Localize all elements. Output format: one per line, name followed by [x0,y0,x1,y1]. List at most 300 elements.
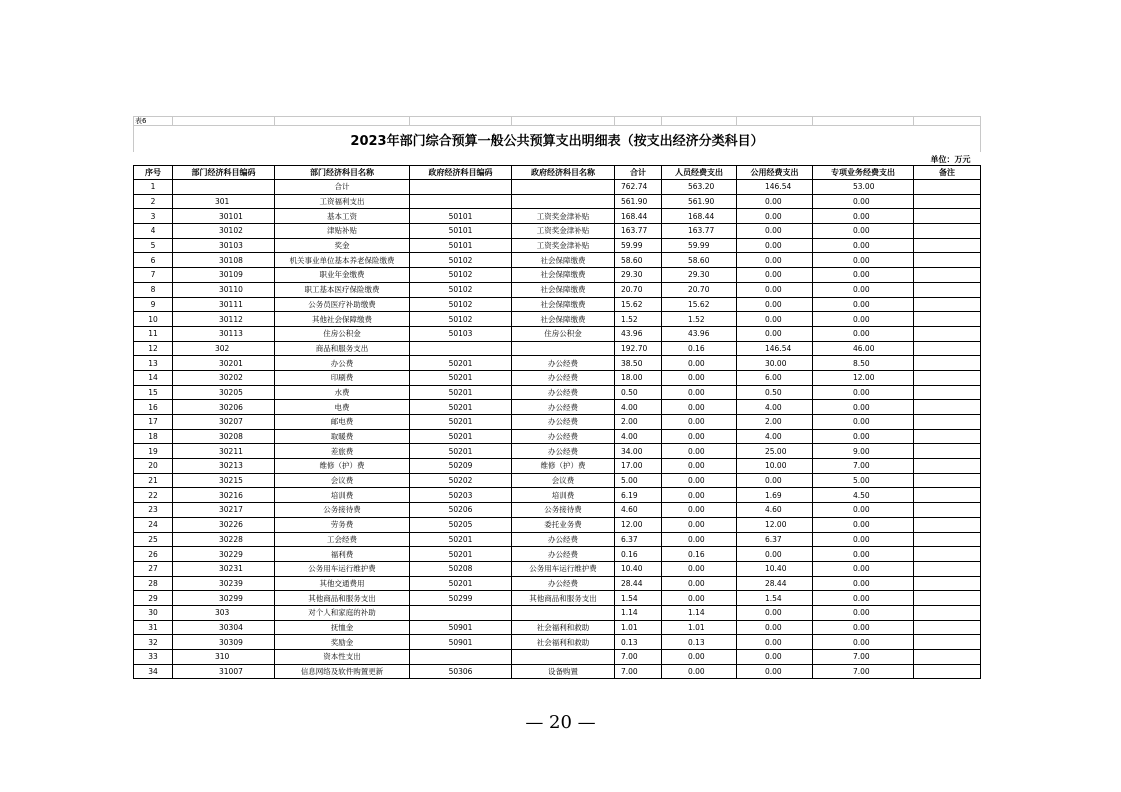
table-row [134,224,981,239]
table-cell: 146.54 [737,341,813,356]
table-cell: 劳务费 [275,517,410,532]
table-cell: 0.00 [813,194,914,209]
table-cell: 0.00 [737,620,813,635]
header-cell: 序号 [134,166,173,180]
table-cell [914,282,981,297]
table-cell: 12.00 [813,370,914,385]
table-cell: 50306 [410,664,512,679]
table-cell: 0.00 [662,591,737,606]
table-cell: 公务用车运行维护费 [512,561,615,576]
table-cell: 0.00 [813,429,914,444]
table-cell: 津贴补贴 [275,224,410,239]
table-cell: 0.00 [737,312,813,327]
table-cell: 社会福利和救助 [512,635,615,650]
table-cell: 0.13 [615,635,662,650]
table-cell: 1.54 [737,591,813,606]
table-cell: 0.13 [662,635,737,650]
table-row [134,620,981,635]
table-cell: 办公经费 [512,576,615,591]
table-cell: 22 [134,488,173,503]
table-cell [914,268,981,283]
table-cell: 26 [134,547,173,562]
table-cell: 27 [134,561,173,576]
table-cell: 31 [134,620,173,635]
table-cell: 1.52 [662,312,737,327]
table-cell: 59.99 [662,238,737,253]
table-cell [512,341,615,356]
table-row [134,180,981,195]
table-cell: 50209 [410,459,512,474]
header-row [134,166,981,180]
table-label-row [134,117,981,126]
table-cell: 0.16 [662,547,737,562]
table-cell: 20.70 [662,282,737,297]
table-cell: 168.44 [615,209,662,224]
table-row [134,297,981,312]
table-row [134,253,981,268]
table-cell: 0.00 [662,459,737,474]
table-cell: 30101 [173,209,275,224]
table-cell: 1.14 [615,605,662,620]
table-cell: 59.99 [615,238,662,253]
table-cell: 维修（护）费 [275,459,410,474]
table-cell: 工会经费 [275,532,410,547]
table-cell: 7.00 [813,664,914,679]
table-cell: 30239 [173,576,275,591]
table-cell [173,180,275,195]
table-cell: 34 [134,664,173,679]
table-cell: 30112 [173,312,275,327]
table-cell: 社会保障缴费 [512,253,615,268]
table-cell [410,180,512,195]
table-cell: 0.00 [662,385,737,400]
table-cell [914,503,981,518]
table-cell: 信息网络及软件购置更新 [275,664,410,679]
table-cell: 301 [173,194,275,209]
table-cell: 146.54 [737,180,813,195]
table-cell: 50201 [410,444,512,459]
table-label: 表6 [134,117,173,126]
table-cell: 1.14 [662,605,737,620]
table-cell: 28.44 [615,576,662,591]
table-cell: 50901 [410,635,512,650]
table-cell: 职工基本医疗保险缴费 [275,282,410,297]
table-cell: 30213 [173,459,275,474]
table-row [134,605,981,620]
table-cell [914,576,981,591]
table-cell: 7 [134,268,173,283]
table-row [134,341,981,356]
page-number: — 20 — [525,712,596,733]
table-cell: 16 [134,400,173,415]
table-cell: 563.20 [662,180,737,195]
table-cell: 30206 [173,400,275,415]
table-cell: 公务接待费 [512,503,615,518]
table-cell: 50102 [410,282,512,297]
table-cell: 6 [134,253,173,268]
table-cell: 7.00 [615,664,662,679]
table-cell: 24 [134,517,173,532]
table-cell: 19 [134,444,173,459]
table-cell [914,620,981,635]
table-cell [914,488,981,503]
table-cell: 0.00 [737,473,813,488]
table-cell: 0.00 [813,517,914,532]
table-row [134,488,981,503]
table-cell: 50102 [410,297,512,312]
table-cell: 50201 [410,429,512,444]
table-cell: 社会保障缴费 [512,282,615,297]
table-cell: 电费 [275,400,410,415]
table-cell: 职业年金缴费 [275,268,410,283]
table-cell: 0.00 [813,620,914,635]
table-cell [914,650,981,665]
table-cell [512,180,615,195]
table-cell: 办公经费 [512,547,615,562]
header-cell: 备注 [914,166,981,180]
table-cell: 其他社会保障缴费 [275,312,410,327]
table-cell: 0.00 [813,635,914,650]
table-cell: 0.00 [737,547,813,562]
table-row [134,238,981,253]
table-cell: 设备购置 [512,664,615,679]
table-row [134,385,981,400]
table-cell: 0.00 [662,561,737,576]
table-cell: 20 [134,459,173,474]
unit-row [134,152,981,166]
table-cell: 5.00 [813,473,914,488]
table-cell: 50102 [410,312,512,327]
table-cell: 0.00 [813,605,914,620]
table-cell [914,370,981,385]
budget-sheet [133,116,980,679]
table-cell: 社会保障缴费 [512,297,615,312]
table-cell: 50201 [410,415,512,430]
table-cell: 机关事业单位基本养老保险缴费 [275,253,410,268]
table-cell: 310 [173,650,275,665]
table-cell [410,194,512,209]
table-cell: 50299 [410,591,512,606]
table-cell: 维修（护）费 [512,459,615,474]
table-row [134,194,981,209]
table-cell: 会议费 [275,473,410,488]
table-cell: 住房公积金 [275,326,410,341]
page-title: 2023年部门综合预算一般公共预算支出明细表（按支出经济分类科目） [134,126,981,153]
table-cell: 50201 [410,356,512,371]
header-cell: 合计 [615,166,662,180]
table-row [134,312,981,327]
table-cell: 29.30 [662,268,737,283]
table-cell: 762.74 [615,180,662,195]
table-cell [914,517,981,532]
table-cell: 0.00 [662,370,737,385]
table-cell: 46.00 [813,341,914,356]
table-cell: 6.37 [737,532,813,547]
table-cell: 0.00 [737,635,813,650]
table-cell: 30.00 [737,356,813,371]
table-row [134,503,981,518]
header-cell: 公用经费支出 [737,166,813,180]
table-cell: 30216 [173,488,275,503]
table-cell: 29 [134,591,173,606]
table-cell: 2 [134,194,173,209]
table-cell: 0.00 [662,517,737,532]
table-cell: 38.50 [615,356,662,371]
table-cell: 0.00 [813,400,914,415]
table-row [134,547,981,562]
table-cell: 30226 [173,517,275,532]
header-cell: 专项业务经费支出 [813,166,914,180]
table-row [134,268,981,283]
table-row [134,473,981,488]
table-cell: 0.50 [615,385,662,400]
table-cell: 34.00 [615,444,662,459]
table-cell [914,429,981,444]
table-cell: 奖金 [275,238,410,253]
table-cell: 50203 [410,488,512,503]
table-cell: 29.30 [615,268,662,283]
table-cell: 0.00 [737,268,813,283]
table-cell: 7.00 [813,650,914,665]
table-cell: 4.60 [615,503,662,518]
table-cell: 0.00 [737,664,813,679]
table-cell: 30205 [173,385,275,400]
table-cell: 办公经费 [512,415,615,430]
table-cell: 15.62 [662,297,737,312]
table-cell: 168.44 [662,209,737,224]
table-cell: 30113 [173,326,275,341]
table-row [134,326,981,341]
table-cell: 水费 [275,385,410,400]
table-cell [914,385,981,400]
title-row [134,126,981,153]
table-cell: 2.00 [737,415,813,430]
table-row [134,517,981,532]
table-cell: 0.00 [813,591,914,606]
table-cell: 561.90 [662,194,737,209]
table-cell: 基本工资 [275,209,410,224]
table-cell: 10 [134,312,173,327]
table-cell [914,253,981,268]
header-cell: 部门经济科目编码 [173,166,275,180]
table-cell: 8.50 [813,356,914,371]
table-cell: 0.16 [615,547,662,562]
table-cell [914,180,981,195]
table-cell: 差旅费 [275,444,410,459]
table-cell: 15.62 [615,297,662,312]
table-cell: 1.01 [615,620,662,635]
table-cell: 50201 [410,547,512,562]
table-cell: 20.70 [615,282,662,297]
table-cell: 0.00 [737,326,813,341]
table-cell: 公务员医疗补助缴费 [275,297,410,312]
table-cell: 抚恤金 [275,620,410,635]
table-cell: 0.00 [662,444,737,459]
table-cell: 办公经费 [512,356,615,371]
table-cell: 30304 [173,620,275,635]
table-cell [512,650,615,665]
table-cell [914,459,981,474]
table-cell: 工资奖金津补贴 [512,209,615,224]
table-cell: 0.00 [813,547,914,562]
budget-table [133,116,981,679]
table-cell: 3 [134,209,173,224]
table-cell: 31007 [173,664,275,679]
table-cell: 0.00 [662,356,737,371]
table-row [134,650,981,665]
table-cell: 50101 [410,238,512,253]
table-cell: 会议费 [512,473,615,488]
table-cell [914,356,981,371]
table-cell: 合计 [275,180,410,195]
table-cell [914,605,981,620]
table-cell [914,635,981,650]
table-row [134,282,981,297]
table-cell: 30217 [173,503,275,518]
table-cell [512,194,615,209]
table-cell: 43.96 [615,326,662,341]
table-cell: 50205 [410,517,512,532]
table-cell: 0.00 [737,297,813,312]
table-cell: 17.00 [615,459,662,474]
table-cell: 办公经费 [512,400,615,415]
table-cell: 12 [134,341,173,356]
table-cell: 0.00 [737,194,813,209]
table-cell: 6.37 [615,532,662,547]
table-cell: 0.00 [813,532,914,547]
unit-label: 单位：万元 [930,155,971,164]
header-cell: 人员经费支出 [662,166,737,180]
table-cell: 印刷费 [275,370,410,385]
table-cell: 43.96 [662,326,737,341]
table-cell: 公务用车运行维护费 [275,561,410,576]
table-cell [914,297,981,312]
table-row [134,209,981,224]
table-cell: 0.00 [813,561,914,576]
table-cell: 商品和服务支出 [275,341,410,356]
table-cell [914,238,981,253]
table-cell: 50102 [410,268,512,283]
table-cell: 50202 [410,473,512,488]
table-cell: 0.00 [662,473,737,488]
table-cell: 1.69 [737,488,813,503]
table-row [134,561,981,576]
table-cell: 0.00 [813,253,914,268]
table-cell: 50101 [410,224,512,239]
table-cell: 5.00 [615,473,662,488]
table-cell: 50102 [410,253,512,268]
table-cell: 0.50 [737,385,813,400]
table-cell: 其他商品和服务支出 [275,591,410,606]
table-cell: 0.00 [813,576,914,591]
table-cell: 4 [134,224,173,239]
table-cell: 50103 [410,326,512,341]
table-cell [914,312,981,327]
table-cell: 15 [134,385,173,400]
table-cell [512,605,615,620]
table-cell: 23 [134,503,173,518]
table-cell [410,341,512,356]
table-cell: 30211 [173,444,275,459]
table-cell: 0.00 [662,400,737,415]
table-cell: 0.00 [737,209,813,224]
table-cell: 1.01 [662,620,737,635]
table-cell: 6.00 [737,370,813,385]
table-cell: 30231 [173,561,275,576]
table-cell: 58.60 [662,253,737,268]
table-cell: 17 [134,415,173,430]
table-cell: 资本性支出 [275,650,410,665]
table-cell: 1.52 [615,312,662,327]
table-body [134,180,981,679]
table-row [134,591,981,606]
table-cell: 50901 [410,620,512,635]
table-cell: 9 [134,297,173,312]
table-cell: 0.00 [737,224,813,239]
table-cell: 50208 [410,561,512,576]
table-cell: 社会保障缴费 [512,312,615,327]
table-cell: 对个人和家庭的补助 [275,605,410,620]
table-cell: 0.00 [662,429,737,444]
table-cell: 0.00 [737,605,813,620]
table-cell: 30 [134,605,173,620]
table-cell: 30229 [173,547,275,562]
table-cell: 工资奖金津补贴 [512,224,615,239]
table-cell: 其他商品和服务支出 [512,591,615,606]
table-cell: 30299 [173,591,275,606]
table-cell: 163.77 [615,224,662,239]
table-cell [914,591,981,606]
table-cell: 302 [173,341,275,356]
table-cell [410,605,512,620]
table-cell: 10.40 [615,561,662,576]
table-cell: 163.77 [662,224,737,239]
table-row [134,576,981,591]
table-row [134,635,981,650]
table-cell: 办公经费 [512,370,615,385]
table-cell: 30102 [173,224,275,239]
table-cell: 12.00 [737,517,813,532]
table-cell: 住房公积金 [512,326,615,341]
table-cell: 奖励金 [275,635,410,650]
table-cell: 培训费 [275,488,410,503]
table-cell: 办公经费 [512,532,615,547]
table-cell: 0.00 [813,282,914,297]
table-cell: 30207 [173,415,275,430]
table-cell: 50201 [410,400,512,415]
table-cell: 30111 [173,297,275,312]
table-cell: 50201 [410,532,512,547]
table-row [134,356,981,371]
table-row [134,664,981,679]
table-cell: 4.00 [615,400,662,415]
table-cell: 58.60 [615,253,662,268]
table-cell: 0.00 [813,238,914,253]
table-cell: 30208 [173,429,275,444]
table-cell [914,224,981,239]
table-cell: 0.00 [662,664,737,679]
header-cell: 政府经济科目编码 [410,166,512,180]
table-cell: 7.00 [813,459,914,474]
table-cell: 50101 [410,209,512,224]
table-cell: 33 [134,650,173,665]
table-cell: 0.00 [662,415,737,430]
table-cell: 9.00 [813,444,914,459]
table-cell: 取暖费 [275,429,410,444]
table-cell: 4.00 [615,429,662,444]
table-cell: 192.70 [615,341,662,356]
table-cell [914,473,981,488]
